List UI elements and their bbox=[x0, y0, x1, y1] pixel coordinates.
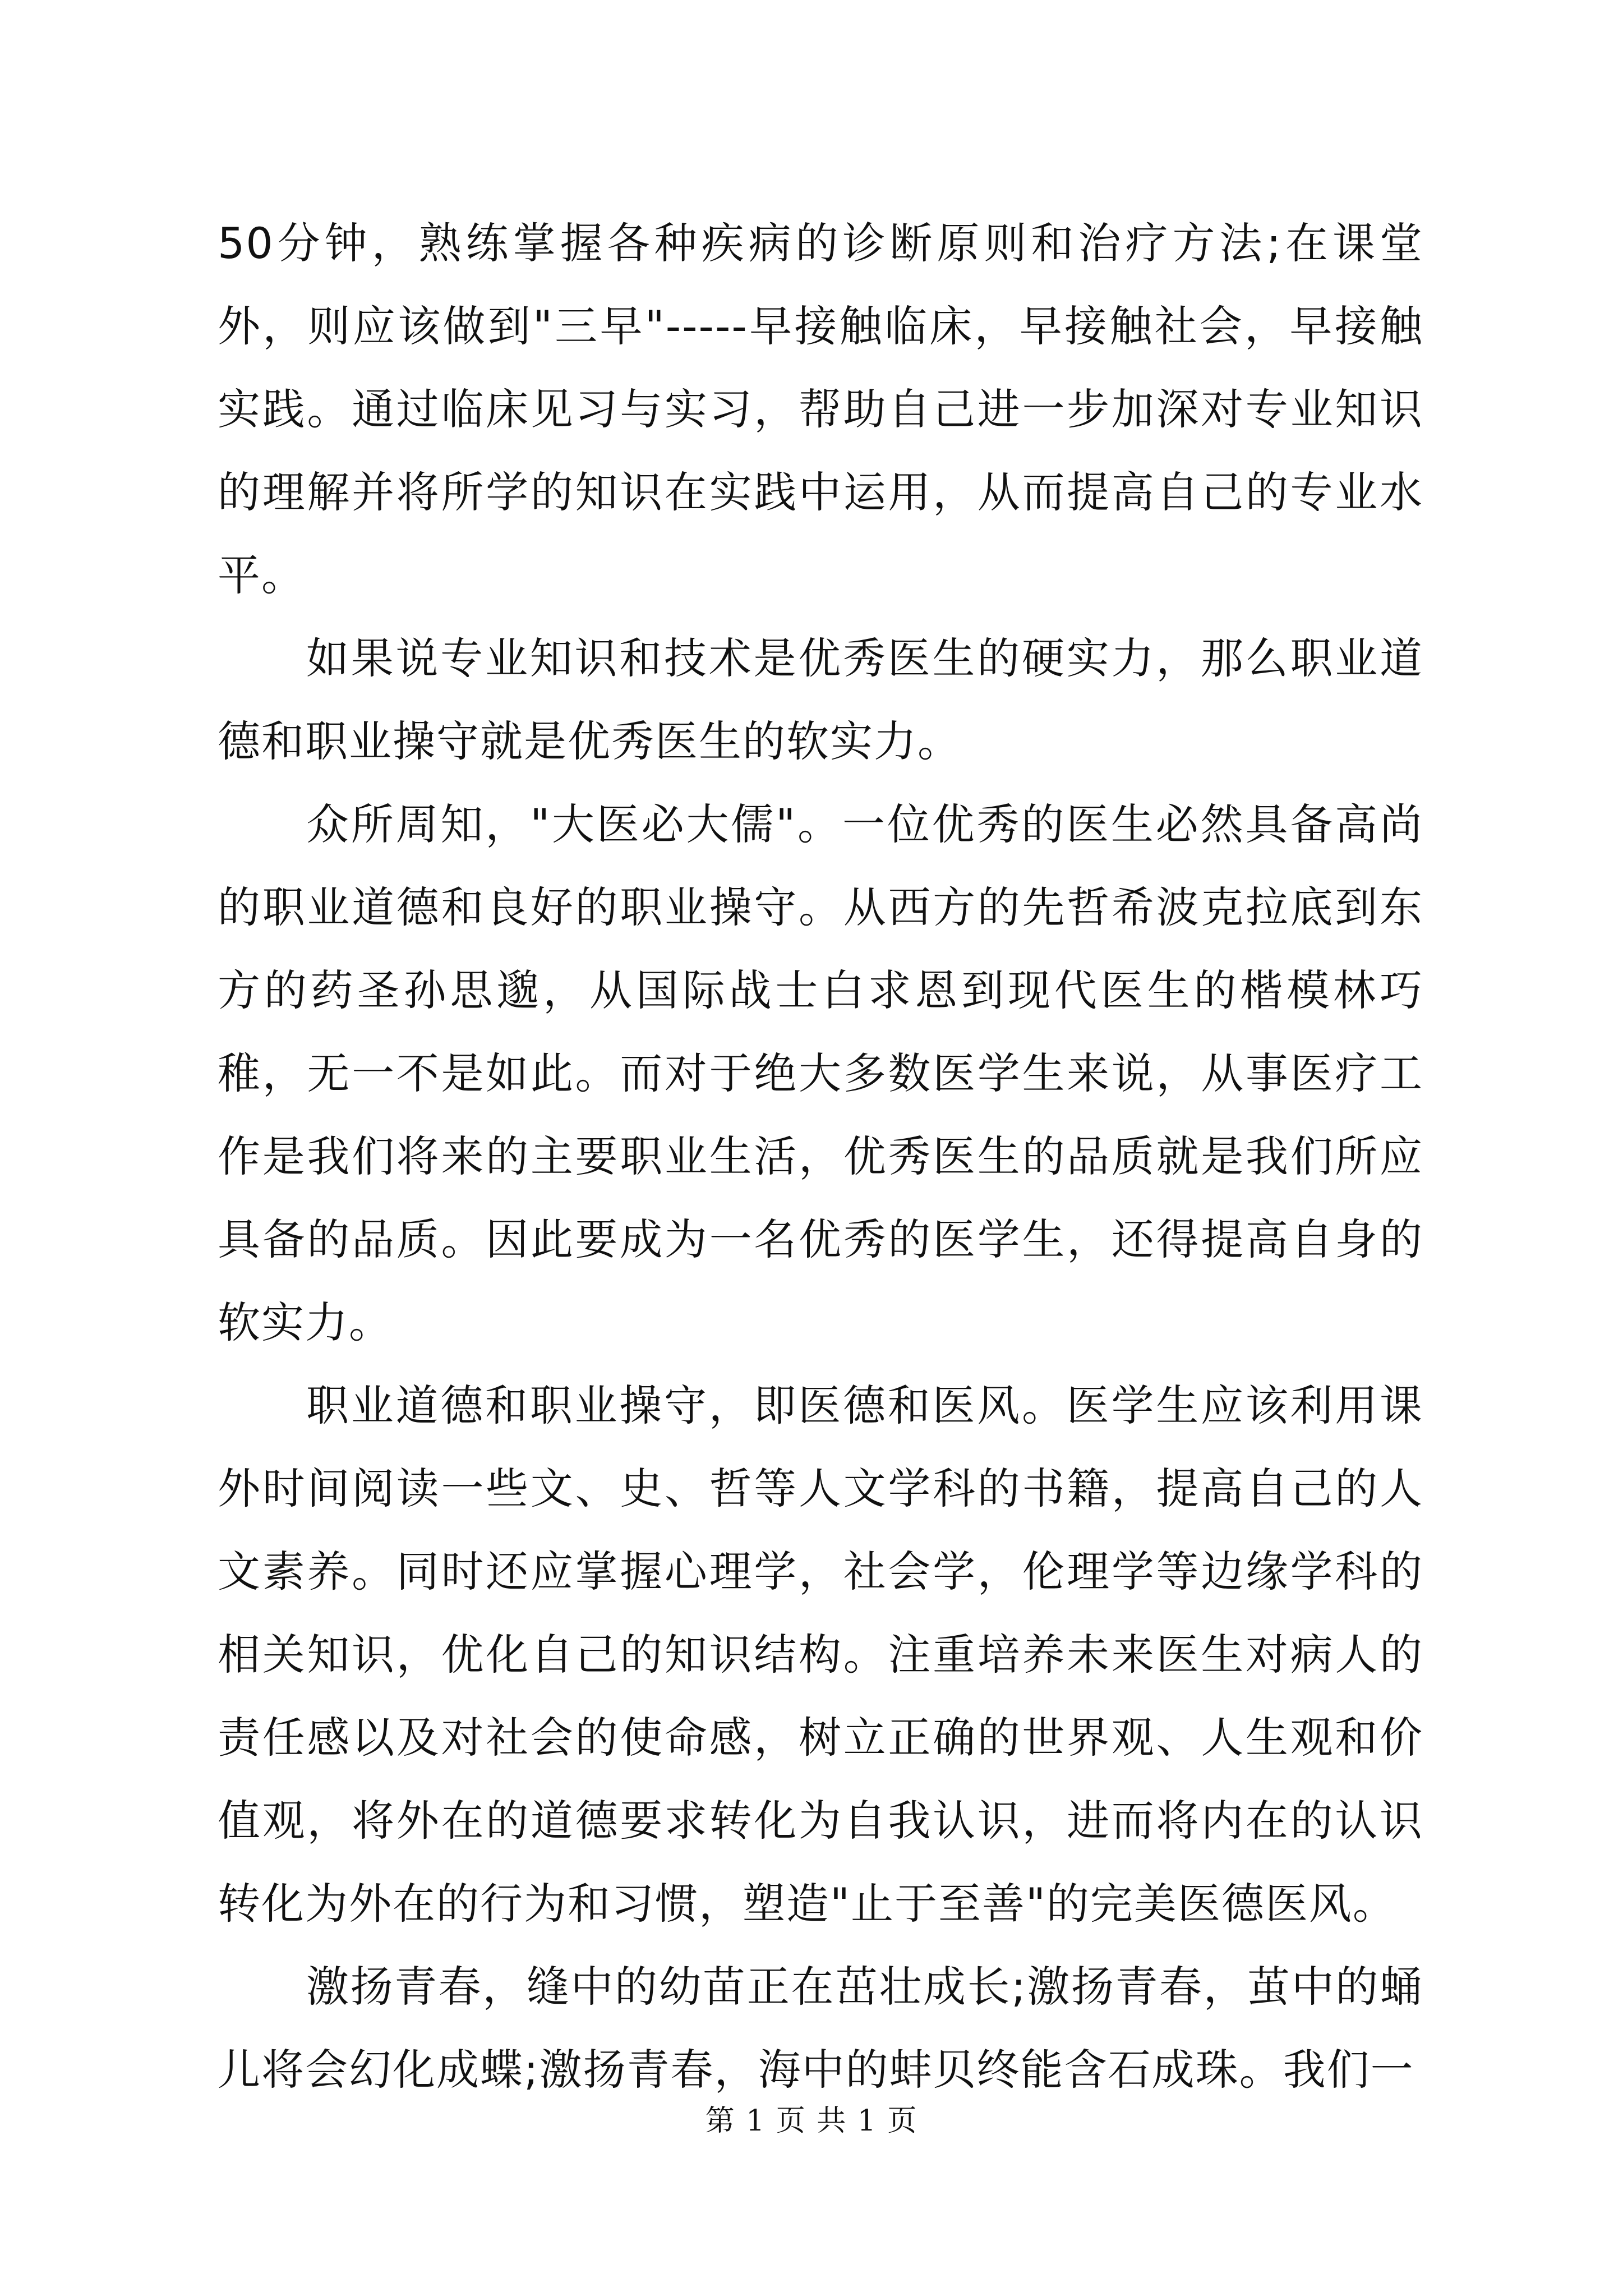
paragraph-3: 众所周知，"大医必大儒"。一位优秀的医生必然具备高尚的职业道德和良好的职业操守。从西方的先哲希波克拉底到东方的药圣孙思邈，从国际战士白求恩到现代医生的楷模林巧稚，无一不是如此。而对于绝大多数医学生来说，从事医疗工作是我们将来的主要职业生活，优秀医生的品质就是我们所应具备的品质。因此要成为一名优秀的医学生，还得提高自身的软实力。 bbox=[218, 799, 1423, 1347]
page-number-footer: 第 1 页 共 1 页 bbox=[705, 2104, 918, 2138]
paragraph-4: 职业道德和职业操守，即医德和医风。医学生应该利用课外时间阅读一些文、史、哲等人文学科的书籍，提高自己的人文素养。同时还应掌握心理学，社会学，伦理学等边缘学科的相关知识，优化自己的知识结构。注重培养未来医生对病人的责任感以及对社会的使命感，树立正确的世界观、人生观和价值观，将外在的道德要求转化为自我认识，进而将内在的认识转化为外在的行为和习惯，塑造"止于至善"的完美医德医风。 bbox=[218, 1381, 1423, 1929]
paragraph-1: 50分钟，熟练掌握各种疾病的诊断原则和治疗方法;在课堂外，则应该做到"三早"-----早接触临床，早接触社会，早接触实践。通过临床见习与实习，帮助自己进一步加深对专业知识的理解并将所学的知识在实践中运用，从而提高自己的专业水平。 bbox=[218, 218, 1423, 600]
paragraph-5: 激扬青春，缝中的幼苗正在茁壮成长;激扬青春，茧中的蛹儿将会幻化成蝶;激扬青春，海中的蚌贝终能含石成珠。我们一 bbox=[218, 1962, 1423, 2095]
paragraph-2: 如果说专业知识和技术是优秀医生的硬实力，那么职业道德和职业操守就是优秀医生的软实力。 bbox=[218, 633, 1423, 766]
document-body bbox=[218, 202, 1423, 2111]
